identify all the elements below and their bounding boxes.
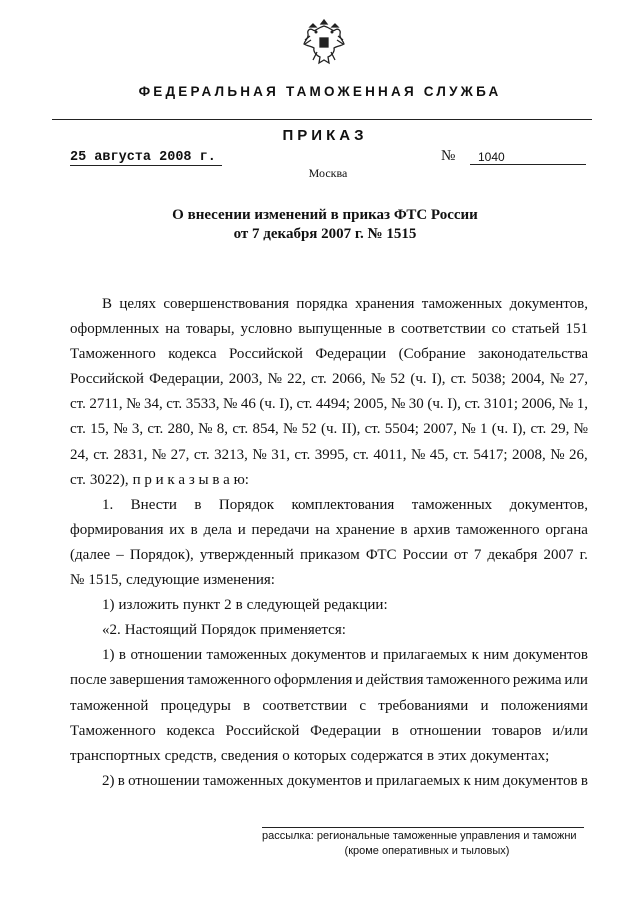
document-title-line-1: О внесении изменений в приказ ФТС России <box>172 207 478 223</box>
body-line: формирования их в дела и передачи на хранение в архив таможенного органа <box>70 521 588 538</box>
header-divider <box>52 119 592 120</box>
document-body <box>70 292 588 794</box>
double-headed-eagle-emblem-icon <box>301 16 347 68</box>
body-line: ст. 2711, № 34, ст. 3533, № 46 (ч. I), ст. 4494; 2005, № 30 (ч. I), ст. 3101; 2006, № 1, <box>70 396 588 413</box>
body-line: после завершения таможенного оформления и действия таможенного режима или <box>70 672 588 689</box>
body-line: ст. 15, № 3, ст. 280, № 8, ст. 854, № 52 (ч. II), ст. 5504; 2007, № 1 (ч. I), ст. 29, № <box>70 421 588 438</box>
distribution-note: (кроме оперативных и тыловых) <box>344 845 510 857</box>
body-line: транспортных средств, сведения о которых содержатся в этих документах; <box>70 747 550 764</box>
body-line: 1) изложить пункт 2 в следующей редакции: <box>102 597 388 614</box>
order-title: ПРИКАЗ <box>282 127 368 144</box>
order-date: 25 августа 2008 г. <box>70 150 222 166</box>
body-line: В целях совершенствования порядка хранения таможенных документов, <box>102 296 588 312</box>
body-line: 1. Внести в Порядок комплектования таможенных документов, <box>102 496 588 513</box>
body-line: таможенной процедуры в соответствии с требованиями и положениями <box>70 697 588 714</box>
body-line: 2) в отношении таможенных документов и прилагаемых к ним документов в <box>102 772 588 789</box>
body-line: 24, ст. 2831, № 27, ст. 3213, № 31, ст. 3995, ст. 4011, № 45, ст. 5417; 2008, № 26, <box>70 446 588 463</box>
body-line: (далее – Порядок), утвержденный приказом ФТС России от 7 декабря 2007 г. <box>70 546 588 563</box>
body-line: № 1515, следующие изменения: <box>70 572 275 589</box>
body-line: 1) в отношении таможенных документов и прилагаемых к ним документов <box>102 647 588 664</box>
document-title <box>0 206 640 244</box>
body-line: оформленных на товары, условно выпущенные в соответствии со статьей 151 <box>70 321 588 338</box>
body-line: Таможенного кодекса Российской Федерации (Собрание законодательства <box>70 346 588 363</box>
order-city: Москва <box>308 166 348 180</box>
body-line: ст. 3022), п р и к а з ы в а ю: <box>70 471 249 488</box>
footer-divider <box>262 827 584 828</box>
agency-name: ФЕДЕРАЛЬНАЯ ТАМОЖЕННАЯ СЛУЖБА <box>138 84 502 99</box>
distribution-list: рассылка: региональные таможенные управления и таможни <box>262 830 577 842</box>
document-title-line-2: от 7 декабря 2007 г. № 1515 <box>233 226 417 242</box>
order-number-label: № <box>441 148 456 164</box>
order-number: 1040 <box>470 150 586 165</box>
body-line: Российской Федерации, 2003, № 22, ст. 2066, № 52 (ч. I), ст. 5038; 2004, № 27, <box>70 371 588 388</box>
body-line: Таможенного кодекса Российской Федерации в отношении товаров и/или <box>70 722 588 739</box>
body-line: «2. Настоящий Порядок применяется: <box>102 622 346 639</box>
